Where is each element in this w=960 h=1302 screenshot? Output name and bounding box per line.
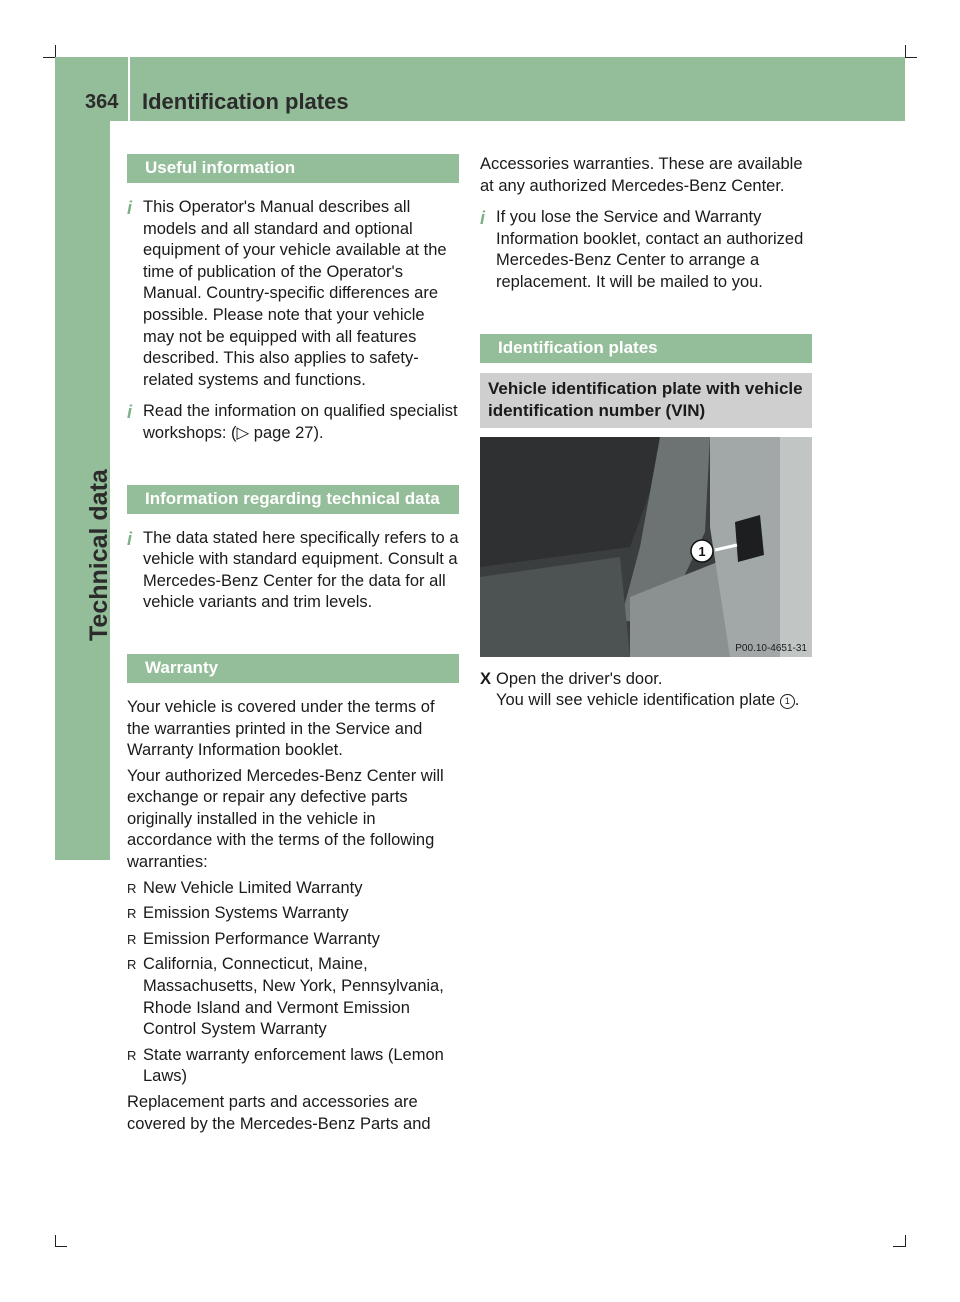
info-icon: i [127, 402, 133, 423]
paragraph: Your authorized Mercedes-Benz Center will exchange or repair any defective parts originally installed in the vehicle in accordance with the terms of the following warranties: [127, 766, 444, 872]
crop-mark [893, 1246, 905, 1247]
section-heading-plates: Identification plates [480, 334, 812, 363]
info-note [480, 207, 812, 293]
header-divider [128, 57, 130, 121]
list-item [127, 954, 459, 1040]
info-note-text: The data stated here specifically refers to a vehicle with standard equipment. Consult a Mercedes-Benz Center for the data for all vehicle variants and trim levels. [143, 528, 459, 612]
list-item [127, 878, 459, 900]
left-column [127, 154, 459, 1135]
bullet-icon: R [127, 880, 137, 896]
info-icon: i [480, 208, 486, 229]
list-item [127, 929, 459, 951]
info-icon: i [127, 528, 133, 549]
section-heading-useful: Useful information [127, 154, 459, 183]
vin-plate-photo [480, 437, 812, 657]
crop-mark [905, 57, 917, 58]
step-arrow-icon: X [480, 669, 492, 688]
info-note [127, 197, 459, 391]
door-sill-illustration [480, 437, 812, 657]
chapter-tab-label: Technical data [85, 469, 113, 641]
info-icon: i [127, 198, 133, 218]
info-note-text: Read the information on qualified specialist workshops: (▷ page 27). [143, 402, 458, 442]
list-item-text: Emission Systems Warranty [143, 904, 349, 923]
paragraph: Your vehicle is covered under the terms of the warranties printed in the Service and Warranty Information booklet. [127, 697, 435, 760]
info-note [127, 401, 459, 444]
photo-code: P00.10-4651-31 [735, 642, 807, 654]
bullet-icon: R [127, 931, 137, 947]
section-heading-technical: Information regarding technical data [127, 485, 459, 514]
crop-mark [55, 1246, 67, 1247]
step-text: Open the driver's door. [496, 669, 663, 688]
callout-reference: 1 [780, 694, 795, 709]
instruction-step [480, 669, 812, 691]
page-number: 364 [85, 91, 119, 113]
section-heading-warranty: Warranty [127, 654, 459, 683]
list-item [127, 1045, 459, 1088]
step-result: You will see vehicle identification plate 1 . [496, 691, 800, 710]
crop-mark [905, 45, 906, 57]
page-title: Identification plates [142, 89, 349, 114]
step-result-text: You will see vehicle identification plate [496, 691, 776, 710]
paragraph: Accessories warranties. These are available at any authorized Mercedes-Benz Center. [480, 155, 803, 195]
right-column [480, 154, 812, 712]
bullet-icon: R [127, 957, 137, 973]
paragraph: Replacement parts and accessories are covered by the Mercedes-Benz Parts and [127, 1093, 431, 1133]
callout-number: 1 [698, 543, 706, 559]
list-item-text: New Vehicle Limited Warranty [143, 878, 363, 897]
list-item-text: State warranty enforcement laws (Lemon Laws) [143, 1045, 444, 1086]
page-header [55, 57, 905, 121]
info-note-text: If you lose the Service and Warranty Information booklet, contact an authorized Mercedes-Benz Center to arrange a replacement. It will be mailed to you. [496, 208, 804, 291]
crop-mark [905, 1235, 906, 1247]
bullet-icon: R [127, 906, 137, 922]
info-note [127, 528, 459, 614]
list-item [127, 903, 459, 925]
info-note-text: This Operator's Manual describes all models and all standard and optional equipment of your vehicle available at the time of publication of the Operator's Manual. Country-specific differences are possible. Please note that your vehicle may not be equipped with all features described. This also applies to safety-related systems and functions. [143, 198, 447, 389]
chapter-tab [55, 121, 113, 860]
list-item-text: Emission Performance Warranty [143, 929, 380, 948]
crop-mark [55, 45, 56, 57]
crop-mark [43, 57, 55, 58]
bullet-icon: R [127, 1047, 137, 1063]
subsection-heading-vin: Vehicle identification plate with vehicle identification number (VIN) [480, 373, 812, 428]
list-item-text: California, Connecticut, Maine, Massachusetts, New York, Pennsylvania, Rhode Island and Vermont Emission Control System Warranty [143, 955, 444, 1039]
